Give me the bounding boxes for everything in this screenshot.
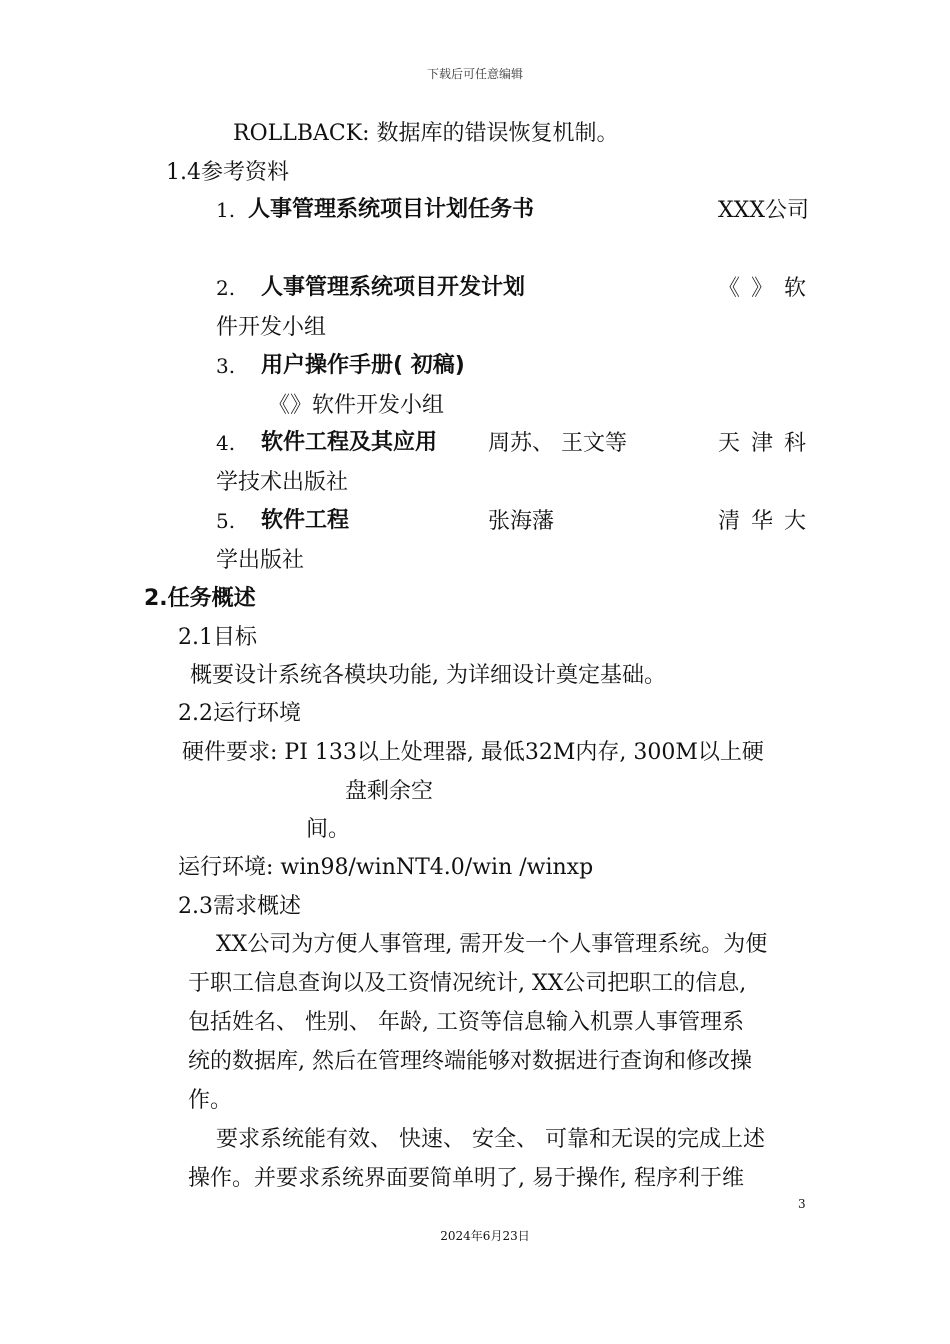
requirements-paragraph-1-line-2: 于职工信息查询以及工资情况统计, XX公司把职工的信息,	[188, 971, 747, 996]
section-2-3-heading: 2.3需求概述	[178, 894, 301, 919]
ref-2-publisher-cont: 件开发小组	[216, 315, 327, 340]
section-2-1-text: 概要设计系统各模块功能, 为详细设计奠定基础。	[190, 663, 666, 688]
ref-4-number: 4.	[216, 431, 236, 455]
hardware-requirements: 硬件要求: PI 133以上处理器, 最低32M内存, 300M以上硬	[182, 740, 764, 765]
ref-2-publisher: 《 》 软	[718, 276, 806, 301]
ref-3-number: 3.	[216, 354, 236, 378]
hardware-requirements-cont-2: 间。	[306, 817, 351, 842]
ref-3-publisher-cont: 《》软件开发小组	[268, 393, 445, 418]
section-2-1-heading: 2.1目标	[178, 625, 257, 650]
requirements-paragraph-1-line-1: XX公司为方便人事管理, 需开发一个人事管理系统。为便	[216, 932, 768, 957]
section-2-2-heading: 2.2运行环境	[178, 701, 301, 726]
ref-1-publisher: XXX公司	[718, 198, 809, 223]
requirements-paragraph-2-line-1: 要求系统能有效、 快速、 安全、 可靠和无误的完成上述	[216, 1127, 765, 1152]
page-number: 3	[798, 1197, 806, 1211]
ref-5-publisher-cont: 学出版社	[216, 548, 305, 573]
requirements-paragraph-1-line-4: 统的数据库, 然后在管理终端能够对数据进行查询和修改操	[188, 1049, 752, 1074]
requirements-paragraph-1-line-3: 包括姓名、 性别、 年龄, 工资等信息输入机票人事管理系	[188, 1010, 744, 1035]
ref-5-number: 5.	[216, 509, 236, 533]
ref-3-title: 用户操作手册( 初稿)	[261, 353, 465, 378]
ref-1-title: 人事管理系统项目计划任务书	[248, 197, 535, 222]
ref-4-publisher: 天津科	[718, 431, 806, 456]
ref-5-author: 张海藩	[488, 509, 555, 534]
ref-4-publisher-cont: 学技术出版社	[216, 470, 349, 495]
ref-2-number: 2.	[216, 276, 236, 300]
section-1-4-heading: 1.4参考资料	[166, 160, 289, 185]
runtime-environment: 运行环境: win98/winNT4.0/win /winxp	[178, 855, 594, 880]
section-2-heading: 2.任务概述	[144, 586, 256, 611]
ref-5-title: 软件工程	[261, 508, 350, 533]
ref-4-author: 周苏、 王文等	[488, 431, 627, 456]
ref-1-number: 1.	[216, 198, 236, 222]
footer-date: 2024年6月23日	[440, 1229, 530, 1243]
ref-2-title: 人事管理系统项目开发计划	[261, 275, 526, 300]
ref-5-publisher: 清华大	[718, 509, 806, 534]
requirements-paragraph-1-line-5: 作。	[188, 1088, 233, 1113]
hardware-requirements-cont-1: 盘剩余空	[345, 779, 434, 804]
requirements-paragraph-2-line-2: 操作。并要求系统界面要简单明了, 易于操作, 程序利于维	[188, 1166, 744, 1191]
rollback-definition: ROLLBACK: 数据库的错误恢复机制。	[233, 121, 619, 146]
page-header: 下载后可任意编辑	[426, 67, 523, 81]
ref-4-title: 软件工程及其应用	[261, 430, 438, 455]
